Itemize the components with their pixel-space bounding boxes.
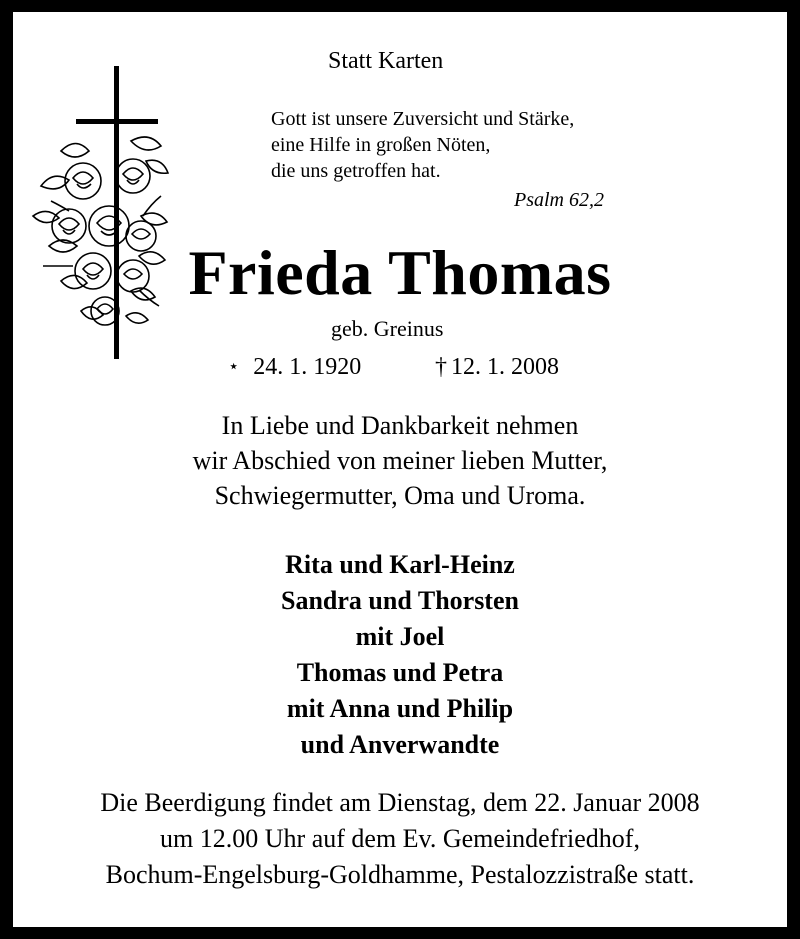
funeral-details [13,785,787,893]
dedication-line: Schwiegermutter, Oma und Uroma. [214,481,586,510]
header-statt-karten: Statt Karten [328,48,444,74]
verse-line: die uns getroffen hat. [271,160,441,182]
mourner-line: Thomas und Petra [296,658,504,687]
dedication-line: In Liebe und Dankbarkeit nehmen [221,411,579,440]
deceased-name: Frieda Thomas [188,237,612,308]
cross-with-roses-icon [21,66,171,361]
dagger-icon: † [435,354,447,380]
dedication-line: wir Abschied von meiner lieben Mutter, [192,446,608,475]
funeral-line: Bochum-Engelsburg-Goldhamme, Pestalozzistraße statt. [105,860,695,889]
verse-line: Gott ist unsere Zuversicht und Stärke, [271,108,575,130]
birth-date-group [228,354,361,381]
mourner-line: mit Anna und Philip [286,694,514,723]
obituary-notice [13,12,787,927]
mourner-line: und Anverwandte [300,730,500,759]
death-date-group [435,354,559,381]
bible-verse [271,106,574,184]
funeral-line: um 12.00 Uhr auf dem Ev. Gemeindefriedhof, [160,824,640,853]
mourner-line: Sandra und Thorsten [281,586,519,615]
verse-source: Psalm 62,2 [514,189,604,211]
birth-date: 24. 1. 1920 [253,354,362,380]
maiden-name: geb. Greinus [331,316,444,341]
verse-line: eine Hilfe in großen Nöten, [271,134,491,156]
funeral-line: Die Beerdigung findet am Dienstag, dem 22. Januar 2008 [100,788,700,817]
mourner-line: Rita und Karl-Heinz [285,550,515,579]
mourners-list [13,547,787,763]
mourner-line: mit Joel [355,622,445,651]
death-date: 12. 1. 2008 [451,354,559,380]
star-icon: ⋆ [228,356,240,376]
dedication-text [13,408,787,513]
